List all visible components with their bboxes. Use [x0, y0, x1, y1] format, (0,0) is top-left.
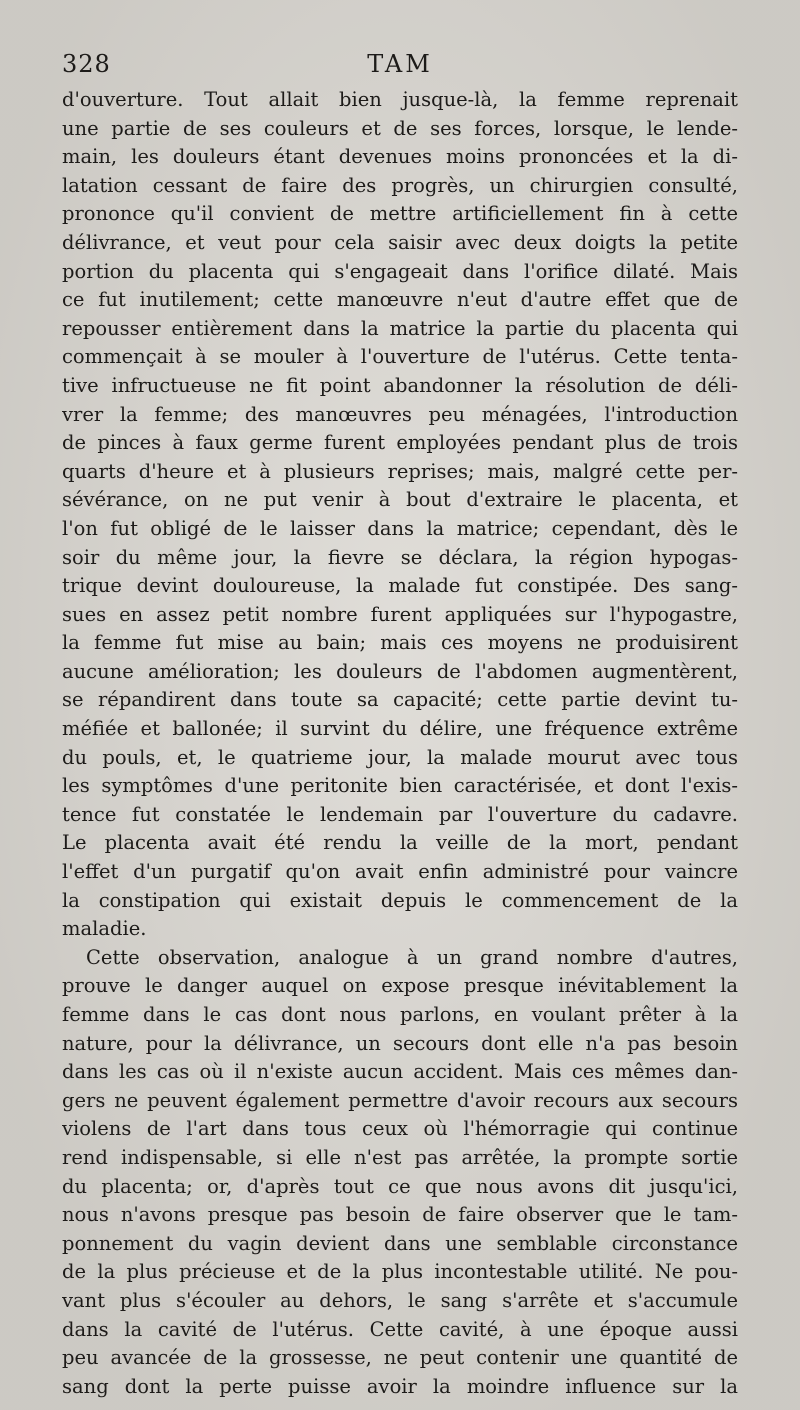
- paragraph: [62, 944, 738, 1402]
- text-line: sues en assez petit nombre furent appliquées sur l'hypogastre,: [62, 602, 738, 626]
- text-line: nature, pour la délivrance, un secours dont elle n'a pas besoin: [62, 1031, 738, 1055]
- page-number: 328: [62, 50, 111, 78]
- text-line: vrer la femme; des manœuvres peu ménagées, l'introduction: [62, 402, 738, 426]
- text-line: de la plus précieuse et de la plus incontestable utilité. Ne pou-: [62, 1260, 738, 1284]
- text-line: commençait à se mouler à l'ouverture de l'utérus. Cette tenta-: [62, 345, 738, 369]
- text-line: rend indispensable, si elle n'est pas arrêtée, la prompte sortie: [62, 1145, 738, 1169]
- text-line: du pouls, et, le quatrieme jour, la malade mourut avec tous: [62, 745, 738, 769]
- text-line: se répandirent dans toute sa capacité; cette partie devint tu-: [62, 688, 738, 712]
- text-line: ce fut inutilement; cette manœuvre n'eut d'autre effet que de: [62, 288, 738, 312]
- text-line: dans les cas où il n'existe aucun accident. Mais ces mêmes dan-: [62, 1060, 738, 1084]
- text-line: l'effet d'un purgatif qu'on avait enfin administré pour vaincre: [62, 860, 738, 884]
- text-line: ponnement du vagin devient dans une semblable circonstance: [62, 1231, 738, 1255]
- text-line: la femme fut mise au bain; mais ces moyens ne produisirent: [62, 631, 738, 655]
- text-line: peu avancée de la grossesse, ne peut contenir une quantité de: [62, 1346, 738, 1370]
- text-line: repousser entièrement dans la matrice la partie du placenta qui: [62, 316, 738, 340]
- text-line: vant plus s'écouler au dehors, le sang s'arrête et s'accumule: [62, 1288, 738, 1312]
- text-line: les symptômes d'une peritonite bien caractérisée, et dont l'exis-: [62, 774, 738, 798]
- text-line: tive infructueuse ne fit point abandonner la résolution de déli-: [62, 373, 738, 397]
- text-line: délivrance, et veut pour cela saisir avec deux doigts la petite: [62, 230, 738, 254]
- text-line: portion du placenta qui s'engageait dans l'orifice dilaté. Mais: [62, 259, 738, 283]
- text-line: prononce qu'il convient de mettre artificiellement fin à cette: [62, 202, 738, 226]
- text-line: sévérance, on ne put venir à bout d'extraire le placenta, et: [62, 488, 738, 512]
- text-line: trique devint douloureuse, la malade fut constipée. Des sang-: [62, 574, 738, 598]
- text-line: violens de l'art dans tous ceux où l'hémorragie qui continue: [62, 1117, 738, 1141]
- text-line: main, les douleurs étant devenues moins prononcées et la di-: [62, 145, 738, 169]
- text-line: la constipation qui existait depuis le commencement de la: [62, 888, 738, 912]
- page-header: [62, 50, 738, 86]
- text-line: de pinces à faux germe furent employées pendant plus de trois: [62, 431, 738, 455]
- text-line: quarts d'heure et à plusieurs reprises; mais, malgré cette per-: [62, 459, 738, 483]
- text-line: dans la cavité de l'utérus. Cette cavité, à une époque aussi: [62, 1317, 738, 1341]
- text-line: d'ouverture. Tout allait bien jusque-là, la femme reprenait: [62, 88, 738, 111]
- text-line: gers ne peuvent également permettre d'avoir recours aux secours: [62, 1088, 738, 1112]
- text-line: femme dans le cas dont nous parlons, en voulant prêter à la: [62, 1003, 738, 1026]
- text-line: méfiée et ballonée; il survint du délire, une fréquence extrême: [62, 717, 738, 741]
- text-line: aucune amélioration; les douleurs de l'abdomen augmentèrent,: [62, 659, 738, 683]
- text-line: latation cessant de faire des progrès, un chirurgien consulté,: [62, 173, 738, 197]
- text-line: soir du même jour, la fievre se déclara, la région hypogas-: [62, 545, 738, 569]
- body-text: [62, 86, 738, 1401]
- text-line: nous n'avons presque pas besoin de faire observer que le tam-: [62, 1203, 738, 1227]
- text-line: prouve le danger auquel on expose presque inévitablement la: [62, 974, 738, 998]
- text-line: Cette observation, analogue à un grand nombre d'autres,: [86, 945, 738, 969]
- running-head: TAM: [367, 50, 433, 78]
- text-line: sang dont la perte puisse avoir la moindre influence sur la: [62, 1374, 738, 1398]
- text-line: l'on fut obligé de le laisser dans la matrice; cependant, dès le: [62, 516, 738, 540]
- text-line: maladie.: [62, 917, 147, 941]
- text-line: tence fut constatée le lendemain par l'ouverture du cadavre.: [62, 802, 738, 826]
- text-line: une partie de ses couleurs et de ses forces, lorsque, le lende-: [62, 116, 738, 140]
- paragraph: [62, 86, 738, 944]
- text-line: du placenta; or, d'après tout ce que nous avons dit jusqu'ici,: [62, 1174, 738, 1198]
- text-line: Le placenta avait été rendu la veille de la mort, pendant: [62, 831, 738, 855]
